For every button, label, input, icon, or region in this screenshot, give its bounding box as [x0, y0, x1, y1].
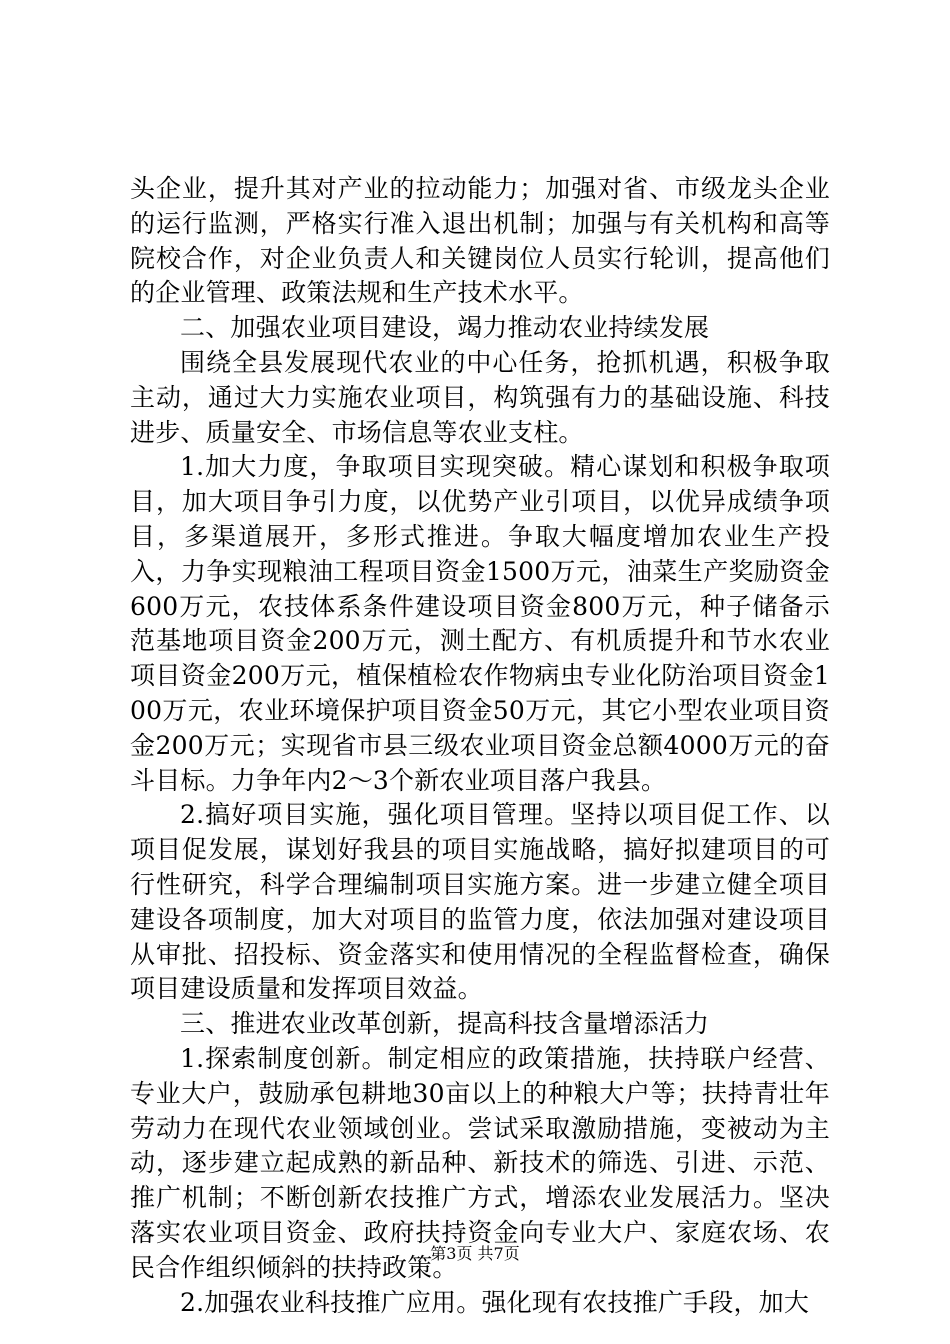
paragraph-item-3-1: 1.探索制度创新。制定相应的政策措施，扶持联户经营、专业大户，鼓励承包耕地30亩以上的种粮大户等；扶持青壮年劳动力在现代农业领域创业。尝试采取激励措施，变被动为主动，逐步建立起成熟的新品种、新技术的筛选、引进、示范、推广机制；不断创新农技推广方式，增添农业发展活力。坚决落实农业项目资金、政府扶持资金向专业大户、家庭农场、农民合作组织倾斜的扶持政策。 — [130, 1043, 830, 1282]
paragraph-continuation: 头企业，提升其对产业的拉动能力；加强对省、市级龙头企业的运行监测，严格实行准入退出机制；加强与有关机构和高等院校合作，对企业负责人和关键岗位人员实行轮训，提高他们的企业管理、政策法规和生产技术水平。 — [130, 174, 830, 308]
paragraph-item-3-2: 2.加强农业科技推广应用。强化现有农技推广手段，加大 — [180, 1287, 810, 1317]
page-number-label: 第3页 共7页 — [430, 1244, 520, 1263]
page-footer — [0, 1244, 950, 1264]
section-heading-2: 二、加强农业项目建设，竭力推动农业持续发展 — [180, 313, 710, 343]
paragraph-section-2-intro: 围绕全县发展现代农业的中心任务，抢抓机遇，积极争取主动，通过大力实施农业项目，构筑强有力的基础设施、科技进步、质量安全、市场信息等农业支柱。 — [130, 347, 830, 447]
section-heading-3: 三、推进农业改革创新，提高科技含量增添活力 — [180, 1009, 710, 1039]
paragraph-item-2-2: 2.搞好项目实施，强化项目管理。坚持以项目促工作、以项目促发展，谋划好我县的项目实施战略，搞好拟建项目的可行性研究，科学合理编制项目实施方案。进一步建立健全项目建设各项制度，加大对项目的监管力度，依法加强对建设项目从审批、招投标、资金落实和使用情况的全程监督检查，确保项目建设质量和发挥项目效益。 — [130, 800, 830, 1004]
document-body — [130, 172, 830, 1320]
paragraph-item-2-1: 1.加大力度，争取项目实现突破。精心谋划和积极争取项目，加大项目争引力度，以优势产业引项目，以优异成绩争项目，多渠道展开，多形式推进。争取大幅度增加农业生产投入，力争实现粮油工程项目资金1500万元，油菜生产奖励资金600万元，农技体系条件建设项目资金800万元，种子储备示范基地项目资金200万元，测土配方、有机质提升和节水农业项目资金200万元，植保植检农作物病虫专业化防治项目资金100万元，农业环境保护项目资金50万元，其它小型农业项目资金200万元；实现省市县三级农业项目资金总额4000万元的奋斗目标。力争年内2～3个新农业项目落户我县。 — [130, 452, 830, 795]
